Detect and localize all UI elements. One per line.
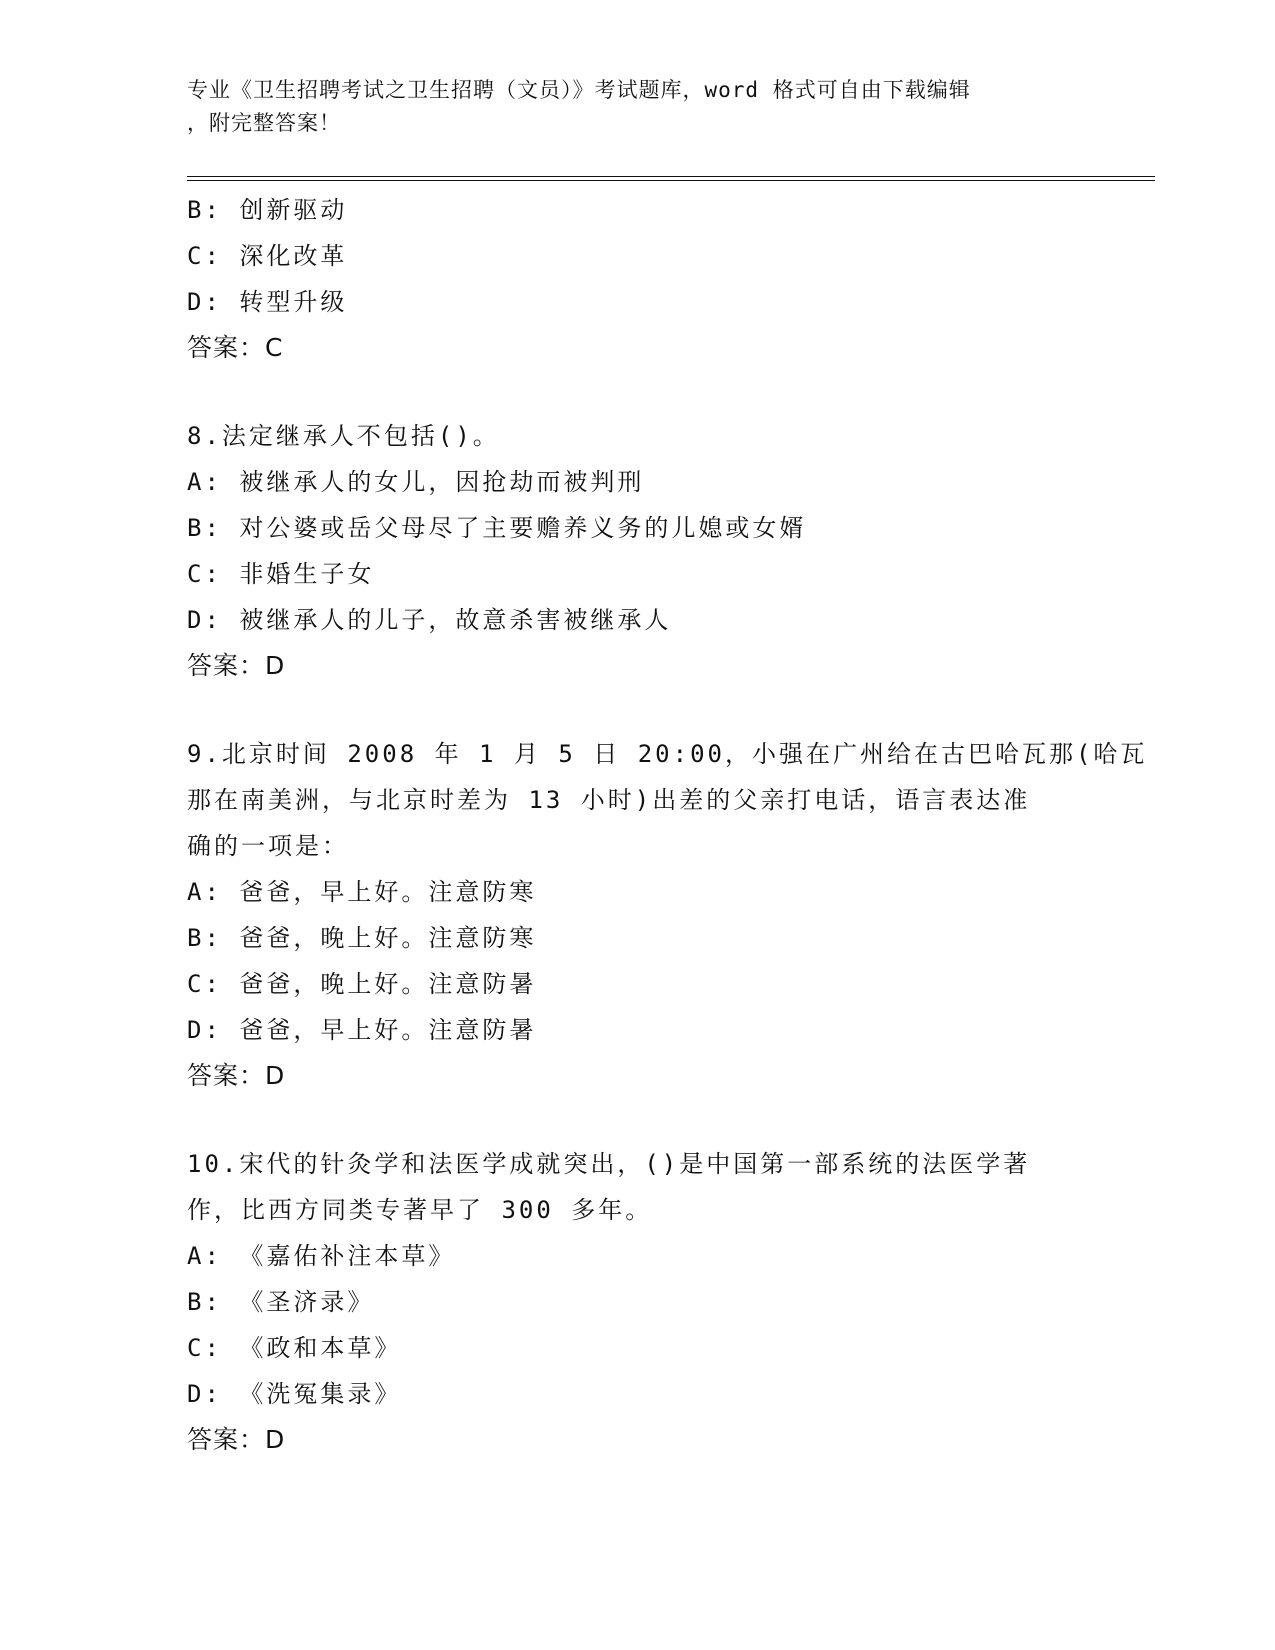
option-c: C: 深化改革 (187, 242, 348, 270)
option-c: C: 《政和本草》 (187, 1334, 402, 1362)
question-stem: 8.法定继承人不包括()。 (187, 422, 500, 450)
option-c: C: 非婚生子女 (187, 560, 375, 588)
option-b: B: 创新驱动 (187, 196, 348, 224)
question-10 (187, 1141, 1087, 1463)
header-divider-bottom (187, 180, 1155, 181)
option-d: D: 被继承人的儿子，故意杀害被继承人 (187, 606, 672, 634)
document-header (187, 74, 1067, 140)
question-stem-line-2: 那在南美洲，与北京时差为 13 小时)出差的父亲打电话，语言表达准 (187, 786, 1031, 814)
answer-line: 答案：D (187, 1061, 286, 1090)
option-d: D: 《洗冤集录》 (187, 1380, 402, 1408)
option-b: B: 爸爸，晚上好。注意防寒 (187, 924, 537, 952)
header-line-2: ，附完整答案！ (187, 111, 341, 135)
answer-line: 答案：C (187, 333, 284, 362)
question-8 (187, 413, 1087, 689)
question-prev (187, 187, 1087, 371)
header-divider-top (187, 176, 1155, 177)
option-c: C: 爸爸，晚上好。注意防暑 (187, 970, 537, 998)
option-a: A: 《嘉佑补注本草》 (187, 1242, 456, 1270)
option-a: A: 被继承人的女儿，因抢劫而被判刑 (187, 468, 645, 496)
option-d: D: 爸爸，早上好。注意防暑 (187, 1016, 537, 1044)
option-d: D: 转型升级 (187, 288, 348, 316)
spacer (187, 371, 1087, 413)
question-stem-line-1: 10.宋代的针灸学和法医学成就突出，()是中国第一部系统的法医学著 (187, 1150, 1031, 1178)
answer-line: 答案：D (187, 1425, 286, 1454)
option-b: B: 对公婆或岳父母尽了主要赡养义务的儿媳或女婿 (187, 514, 807, 542)
spacer (187, 1099, 1087, 1141)
question-stem-line-1: 9.北京时间 2008 年 1 月 5 日 20:00，小强在广州给在古巴哈瓦那(哈瓦 (187, 740, 1148, 768)
question-stem-line-3: 确的一项是： (187, 832, 349, 860)
option-b: B: 《圣济录》 (187, 1288, 375, 1316)
question-list (187, 187, 1148, 1463)
question-9 (187, 731, 1148, 1099)
option-a: A: 爸爸，早上好。注意防寒 (187, 878, 537, 906)
header-line-1: 专业《卫生招聘考试之卫生招聘（文员）》考试题库，word 格式可自由下载编辑 (187, 78, 971, 102)
question-stem-line-2: 作，比西方同类专著早了 300 多年。 (187, 1196, 653, 1224)
spacer (187, 689, 1087, 731)
answer-line: 答案：D (187, 651, 286, 680)
